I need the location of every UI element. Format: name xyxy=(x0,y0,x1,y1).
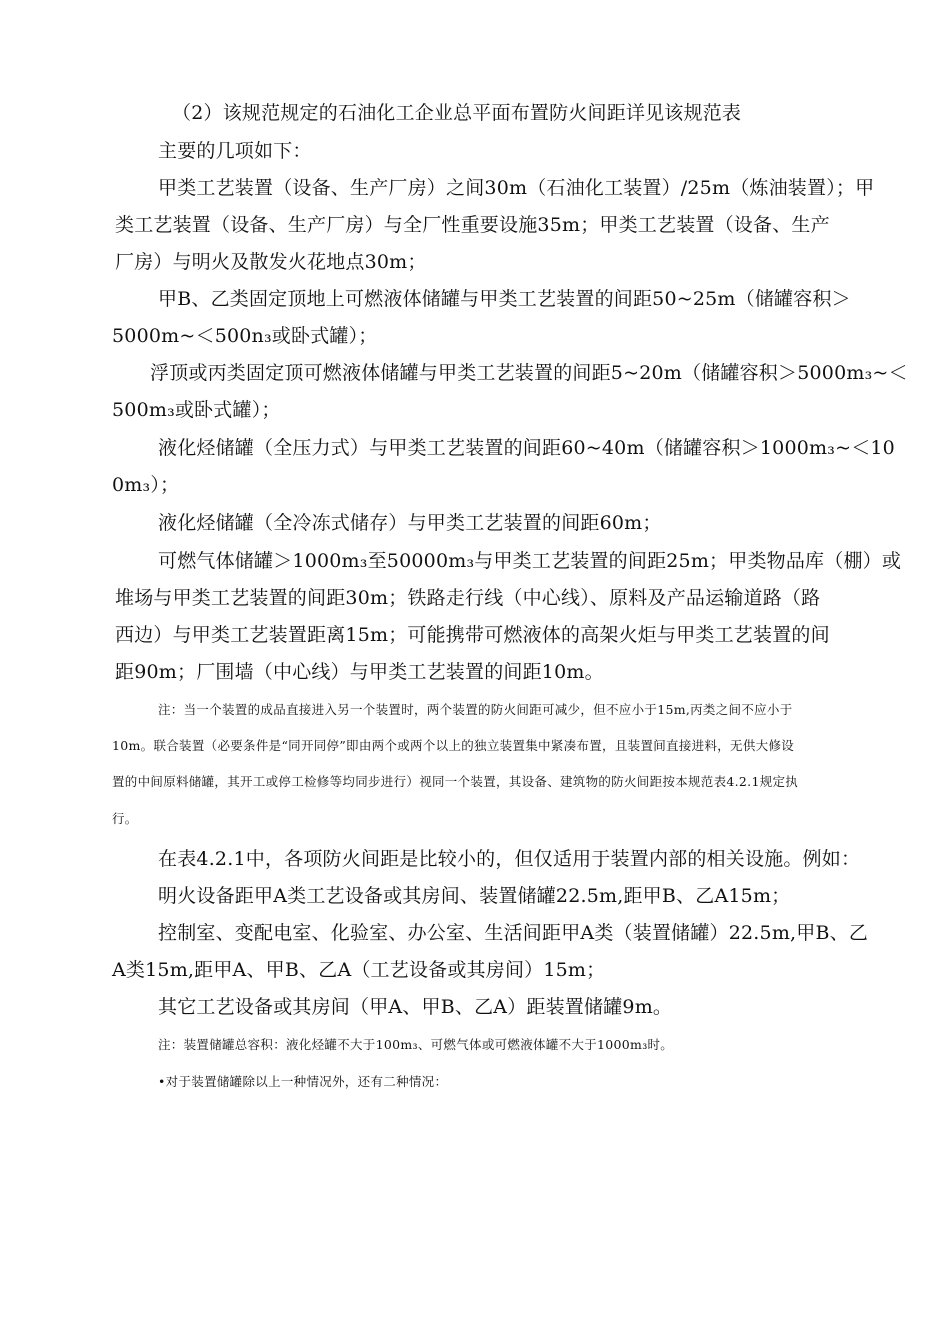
text-line: 明火设备距甲A类工艺设备或其房间、装置储罐22.5m,距甲B、乙A15m； xyxy=(158,885,791,907)
text-line: A类15m,距甲A、甲B、乙A（工艺设备或其房间）15m； xyxy=(112,959,606,981)
text-line: 浮顶或丙类固定顶可燃液体储罐与甲类工艺装置的间距5~20m（储罐容积＞5000m₃~＜ xyxy=(150,362,908,384)
paragraph-intro: 主要的几项如下： xyxy=(158,140,312,162)
text-line: 可燃气体储罐＞1000m₃至50000m₃与甲类工艺装置的间距25m；甲类物品库（棚）或 xyxy=(158,550,902,572)
text-line: 西边）与甲类工艺装置距离15m；可能携带可燃液体的高架火炬与甲类工艺装置的间 xyxy=(115,624,830,646)
text-line: 5000m~＜500n₃或卧式罐）； xyxy=(112,325,378,347)
text-line: 甲B、乙类固定顶地上可燃液体储罐与甲类工艺装置的间距50~25m（储罐容积＞ xyxy=(158,288,851,310)
footnote-line: 行。 xyxy=(112,811,138,826)
footnote-line: 注：当一个装置的成品直接进入另一个装置时，两个装置的防火间距可减少，但不应小于15m,丙类之间不应小于 xyxy=(158,702,793,717)
text-line: 液化烃储罐（全冷冻式储存）与甲类工艺装置的间距60m； xyxy=(158,512,662,534)
text-line: 500m₃或卧式罐）； xyxy=(112,399,281,421)
text-line: 0m₃）； xyxy=(112,474,180,496)
footnote-line: 10m。联合装置（必要条件是“同开同停”即由两个或两个以上的独立装置集中紧凑布置，且装置间直接进料，无供大修设 xyxy=(112,738,795,753)
text-line: 堆场与甲类工艺装置的间距30m；铁路走行线（中心线）、原料及产品运输道路（路 xyxy=(115,587,821,609)
text-line: 在表4.2.1中，各项防火间距是比较小的，但仅适用于装置内部的相关设施。例如： xyxy=(158,848,861,870)
footnote-line: 置的中间原料储罐，其开工或停工检修等均同步进行）视同一个装置，其设备、建筑物的防火间距按本规范表4.2.1规定执 xyxy=(112,774,799,789)
bullet-line: •对于装置储罐除以上一种情况外，还有二种情况： xyxy=(158,1074,448,1089)
text-line: 类工艺装置（设备、生产厂房）与全厂性重要设施35m；甲类工艺装置（设备、生产 xyxy=(115,214,830,236)
text-line: 其它工艺设备或其房间（甲A、甲B、乙A）距装置储罐9m。 xyxy=(158,996,673,1018)
text-line: 控制室、变配电室、化验室、办公室、生活间距甲A类（装置储罐）22.5m,甲B、乙 xyxy=(158,922,869,944)
paragraph-heading: （2）该规范规定的石油化工企业总平面布置防火间距详见该规范表 xyxy=(172,102,742,124)
footnote-line: 注：装置储罐总容积：液化烃罐不大于100m₃、可燃气体或可燃液体罐不大于1000m₃时。 xyxy=(158,1037,674,1052)
text-line: 厂房）与明火及散发火花地点30m； xyxy=(115,251,427,273)
text-line: 液化烃储罐（全压力式）与甲类工艺装置的间距60~40m（储罐容积＞1000m₃~＜10 xyxy=(158,437,895,459)
text-line: 距90m；厂围墙（中心线）与甲类工艺装置的间距10m。 xyxy=(115,661,604,683)
text-line: 甲类工艺装置（设备、生产厂房）之间30m（石油化工装置）/25m（炼油装置）；甲 xyxy=(158,177,875,199)
